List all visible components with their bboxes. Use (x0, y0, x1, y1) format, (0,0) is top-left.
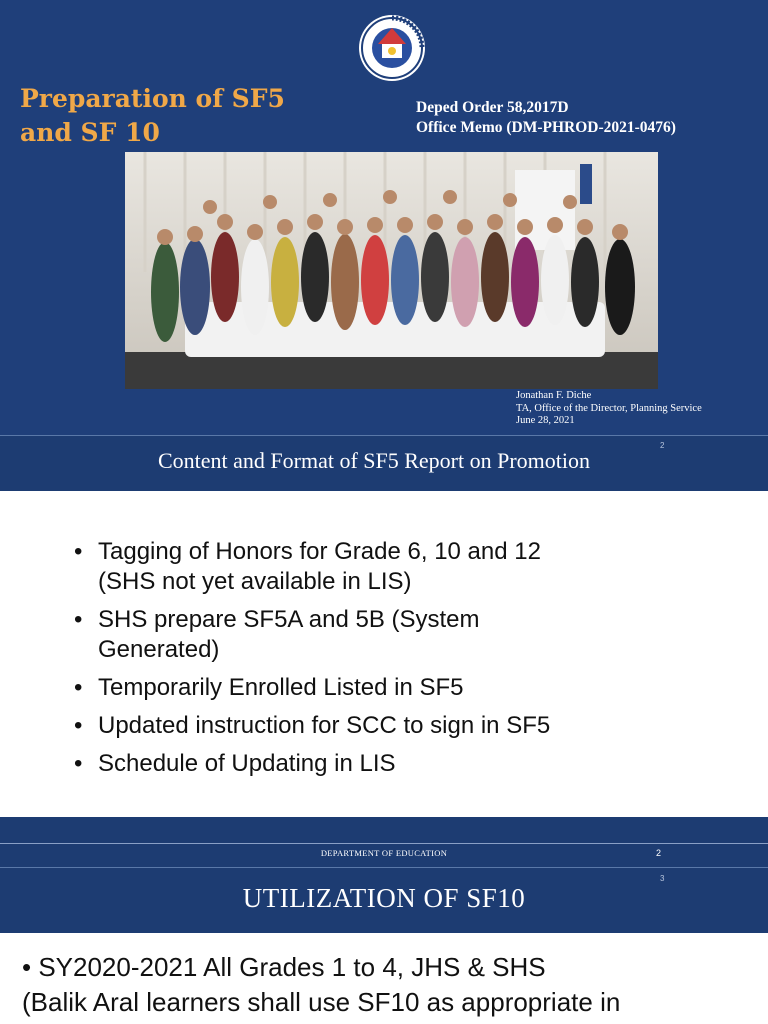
order-reference: Deped Order 58,2017D Office Memo (DM-PHROD-2021-0476) (416, 99, 676, 136)
text-line: (Balik Aral learners shall use SF10 as appropriate in (22, 987, 621, 1017)
deped-seal-logo (358, 14, 426, 82)
slide-1 (0, 0, 768, 435)
list-item: • Temporarily Enrolled Listed in SF5 (74, 674, 464, 701)
footer-text: DEPARTMENT OF EDUCATION (320, 848, 448, 858)
slide-2-footer (0, 817, 768, 867)
slide-number: 3 (660, 874, 665, 883)
slide-3-header (0, 867, 768, 933)
list-item: • Updated instruction for SCC to sign in SF5 (74, 712, 551, 739)
group-photo (125, 152, 658, 389)
slide-3-title: UTILIZATION OF SF10 (242, 883, 526, 913)
slide-3-body (22, 950, 762, 1020)
bullet-list (72, 537, 732, 787)
footer-divider (0, 843, 768, 844)
photo-caption: Jonathan F. Diche TA, Office of the Director, Planning Service June 28, 2021 (516, 390, 702, 426)
list-item: • SHS prepare SF5A and 5B (System Generated) (74, 606, 480, 663)
footer-page-number: 2 (656, 848, 662, 858)
slide-2-title: Content and Format of SF5 Report on Promotion (157, 448, 591, 473)
slide-number: 2 (660, 441, 665, 450)
slide-2-header (0, 435, 768, 491)
list-item: • Schedule of Updating in LIS (74, 750, 396, 777)
slide-title: Preparation of SF5 and SF 10 (20, 84, 285, 147)
list-item: • Tagging of Honors for Grade 6, 10 and 12 (SHS not yet available in LIS) (74, 538, 541, 595)
list-item: • SY2020-2021 All Grades 1 to 4, JHS & SHS (22, 952, 546, 982)
